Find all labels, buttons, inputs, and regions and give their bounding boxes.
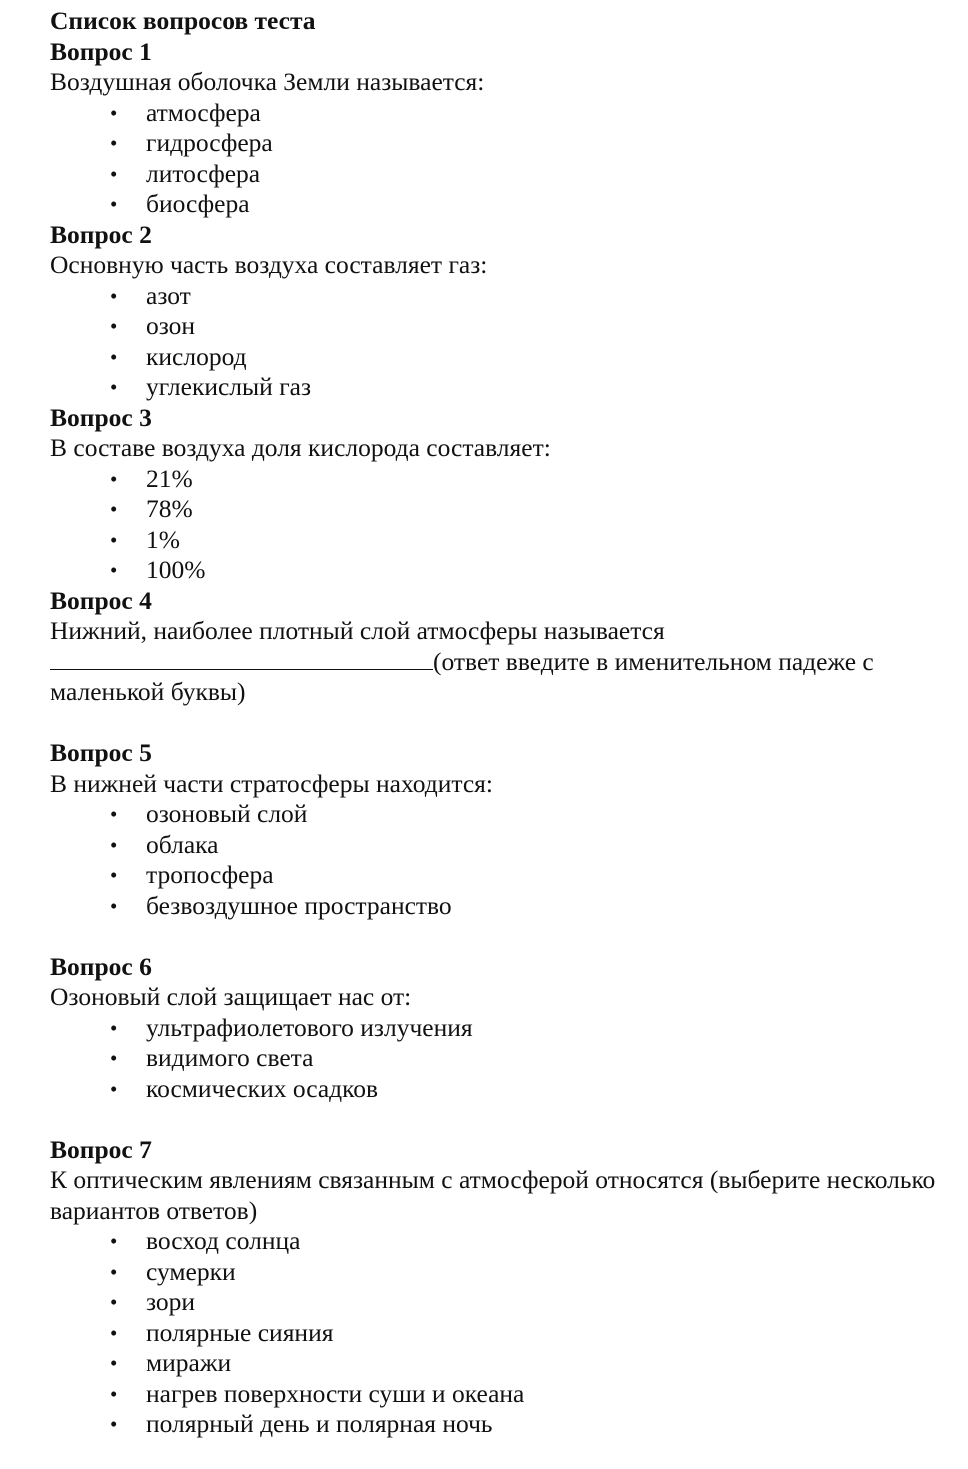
option-label: космических осадков	[146, 1073, 379, 1103]
option-label: гидросфера	[146, 128, 273, 157]
option-label: видимого света	[146, 1043, 314, 1072]
option-item[interactable]	[50, 860, 968, 891]
bullet-icon: •	[110, 283, 118, 308]
option-item[interactable]	[50, 525, 968, 556]
question-heading: Вопрос 2	[50, 219, 152, 249]
option-label: безвоздушное пространство	[146, 890, 452, 920]
option-label: озон	[146, 311, 196, 340]
option-label: сумерки	[146, 1256, 236, 1286]
option-item[interactable]	[50, 1287, 968, 1318]
bullet-icon: •	[110, 1381, 118, 1406]
option-list	[50, 799, 968, 921]
question-text: Нижний, наиболее плотный слой атмосферы называется	[50, 616, 665, 645]
bullet-icon: •	[110, 802, 118, 826]
bullet-icon: •	[110, 558, 118, 582]
option-label: кислород	[146, 341, 247, 371]
bullet-icon: •	[110, 1412, 118, 1436]
question-2	[50, 220, 968, 403]
option-list	[50, 281, 968, 403]
option-label: восход солнца	[146, 1226, 301, 1255]
option-list	[50, 1226, 968, 1440]
question-heading: Вопрос 1	[50, 36, 152, 66]
option-item[interactable]	[50, 1226, 968, 1257]
answer-blank[interactable]	[50, 647, 433, 670]
bullet-icon: •	[110, 314, 118, 338]
question-1	[50, 37, 968, 220]
question-text: Воздушная оболочка Земли называется:	[50, 67, 485, 96]
bullet-icon: •	[110, 375, 118, 399]
bullet-icon: •	[110, 1259, 118, 1284]
option-label: 21%	[146, 463, 193, 493]
spacer	[50, 708, 968, 739]
question-4	[50, 586, 968, 708]
option-item[interactable]	[50, 189, 968, 220]
answer-hint: (ответ введите в именительном падеже с маленькой буквы)	[50, 646, 874, 706]
option-label: литосфера	[146, 158, 261, 188]
option-list	[50, 464, 968, 586]
option-item[interactable]	[50, 494, 968, 525]
option-label: зори	[146, 1287, 196, 1316]
bullet-icon: •	[110, 893, 118, 918]
bullet-icon: •	[110, 192, 118, 216]
bullet-icon: •	[110, 1290, 118, 1314]
option-label: атмосфера	[146, 97, 261, 127]
spacer	[50, 921, 968, 952]
option-label: азот	[146, 280, 191, 310]
bullet-icon: •	[110, 497, 118, 521]
question-5	[50, 738, 968, 921]
option-item[interactable]	[50, 830, 968, 861]
bullet-icon: •	[110, 863, 118, 887]
bullet-icon: •	[110, 344, 118, 369]
question-text: В нижней части стратосферы находится:	[50, 768, 493, 798]
option-item[interactable]	[50, 799, 968, 830]
spacer	[50, 1104, 968, 1135]
question-text: К оптическим явлениям связанным с атмосферой относятся (выберите несколько вариантов ответов)	[50, 1165, 936, 1225]
test-document	[50, 6, 968, 1440]
option-label: 78%	[146, 494, 193, 523]
option-item[interactable]	[50, 555, 968, 586]
bullet-icon: •	[110, 1320, 118, 1345]
option-item[interactable]	[50, 1257, 968, 1288]
option-item[interactable]	[50, 1074, 968, 1105]
bullet-icon: •	[110, 466, 118, 491]
option-label: биосфера	[146, 189, 250, 218]
option-item[interactable]	[50, 1013, 968, 1044]
option-item[interactable]	[50, 1043, 968, 1074]
option-item[interactable]	[50, 159, 968, 190]
bullet-icon: •	[110, 131, 118, 155]
option-label: 1%	[146, 524, 180, 554]
option-label: ультрафиолетового излучения	[146, 1012, 473, 1042]
option-item[interactable]	[50, 891, 968, 922]
bullet-icon: •	[110, 1229, 118, 1253]
question-7	[50, 1135, 968, 1440]
question-heading: Вопрос 5	[50, 738, 152, 767]
question-6	[50, 952, 968, 1105]
answer-line	[50, 647, 968, 708]
document-title: Список вопросов теста	[50, 6, 316, 35]
question-3	[50, 403, 968, 586]
option-label: полярный день и полярная ночь	[146, 1409, 493, 1438]
question-text: В составе воздуха доля кислорода составляет:	[50, 433, 551, 462]
option-item[interactable]	[50, 464, 968, 495]
bullet-icon: •	[110, 100, 118, 125]
option-list	[50, 1013, 968, 1105]
question-text: Озоновый слой защищает нас от:	[50, 982, 412, 1011]
option-item[interactable]	[50, 1379, 968, 1410]
option-list	[50, 98, 968, 220]
option-item[interactable]	[50, 1409, 968, 1440]
option-label: углекислый газ	[146, 372, 312, 401]
option-label: облака	[146, 829, 219, 859]
bullet-icon: •	[110, 527, 118, 552]
bullet-icon: •	[110, 832, 118, 857]
option-item[interactable]	[50, 1318, 968, 1349]
question-text: Основную часть воздуха составляет газ:	[50, 250, 488, 279]
bullet-icon: •	[110, 1015, 118, 1040]
option-label: тропосфера	[146, 860, 274, 889]
option-item[interactable]	[50, 98, 968, 129]
bullet-icon: •	[110, 1046, 118, 1070]
option-label: нагрев поверхности суши и океана	[146, 1378, 525, 1408]
option-item[interactable]	[50, 1348, 968, 1379]
option-item[interactable]	[50, 342, 968, 373]
question-heading: Вопрос 6	[50, 951, 152, 981]
bullet-icon: •	[110, 1076, 118, 1101]
option-item[interactable]	[50, 372, 968, 403]
question-heading: Вопрос 4	[50, 585, 152, 615]
option-label: 100%	[146, 555, 206, 584]
option-label: озоновый слой	[146, 799, 308, 828]
option-item[interactable]	[50, 311, 968, 342]
bullet-icon: •	[110, 161, 118, 186]
bullet-icon: •	[110, 1351, 118, 1375]
option-item[interactable]	[50, 281, 968, 312]
option-label: миражи	[146, 1348, 232, 1377]
option-label: полярные сияния	[146, 1317, 334, 1347]
question-heading: Вопрос 3	[50, 402, 152, 432]
option-item[interactable]	[50, 128, 968, 159]
question-heading: Вопрос 7	[50, 1134, 152, 1164]
